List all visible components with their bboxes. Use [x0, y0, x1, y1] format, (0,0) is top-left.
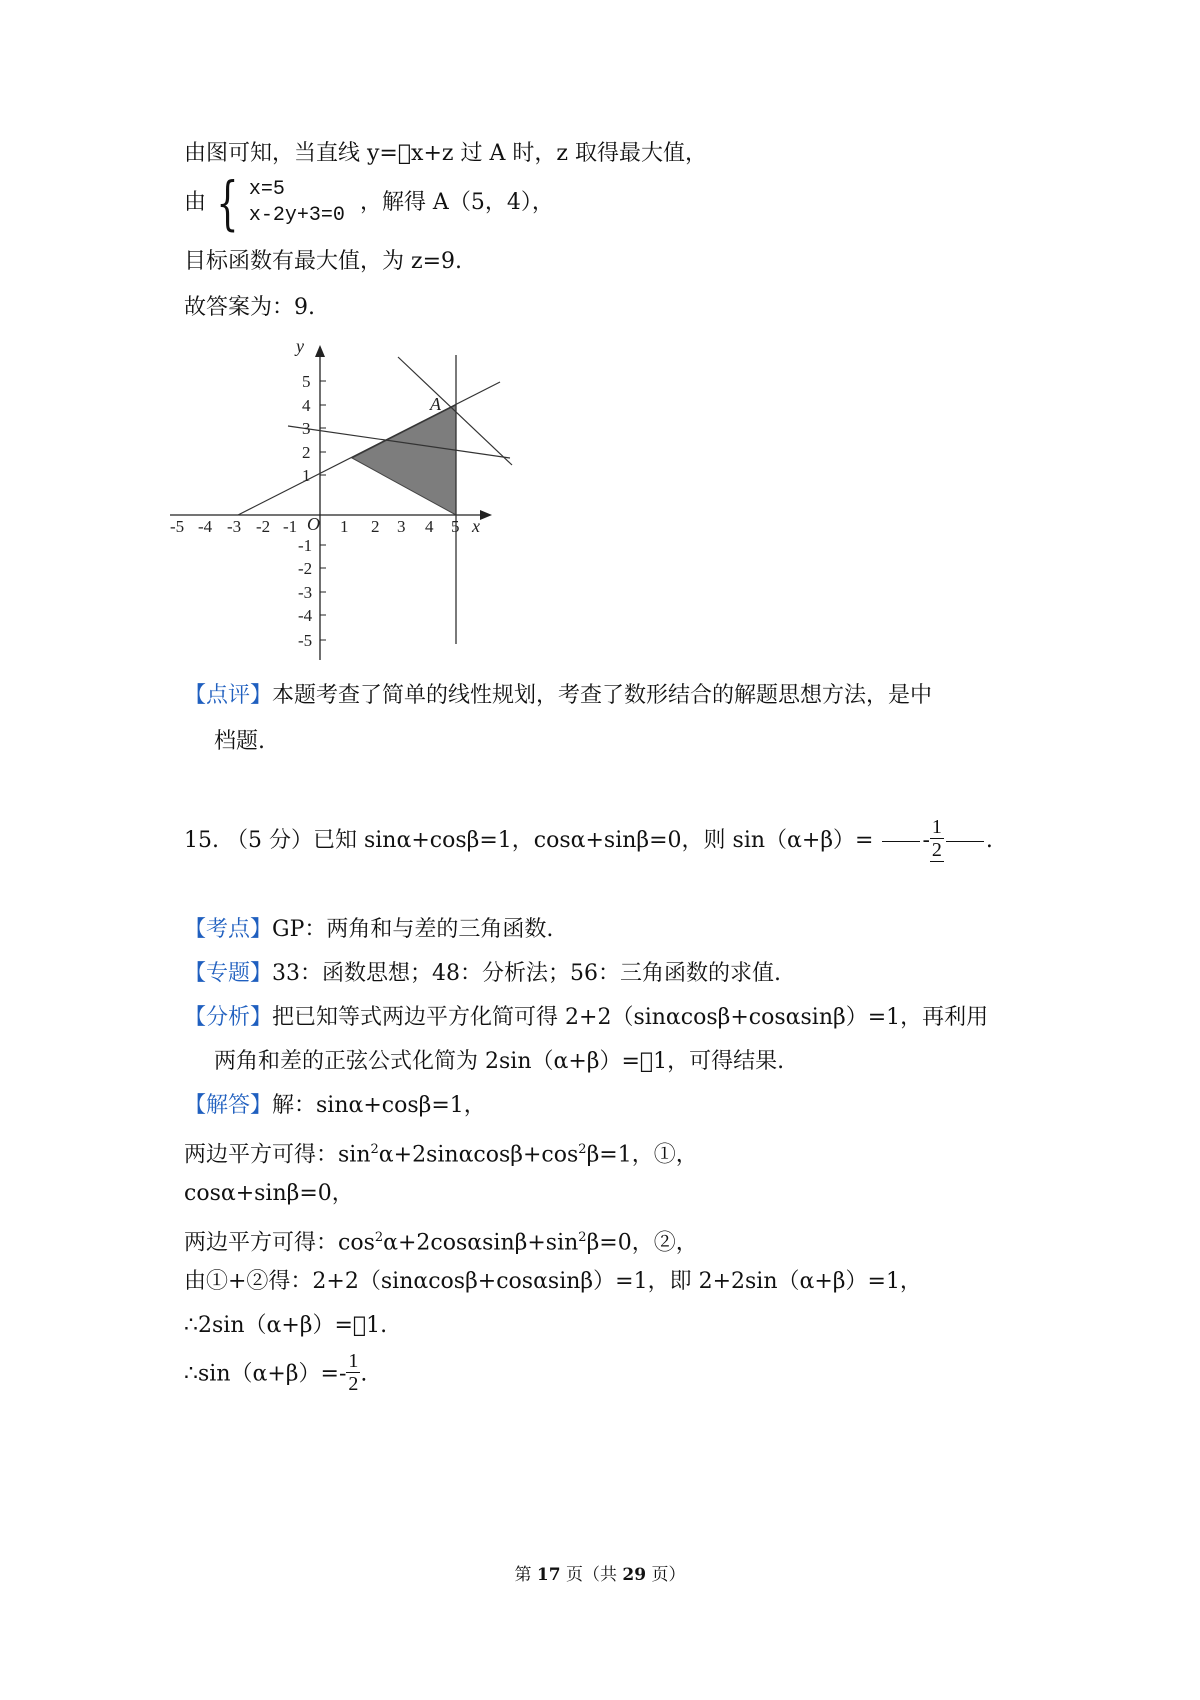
jieda-line-3: cosα+sinβ=0，: [184, 1181, 354, 1206]
answer-fraction: $\frac{1}{2}$: [931, 816, 942, 861]
review-line-2: 档题.: [214, 729, 265, 754]
y-tick-label: -3: [298, 583, 313, 602]
x-tick-label: -4: [198, 517, 213, 536]
x-tick-label: 2: [371, 517, 380, 536]
y-tick-label: 5: [302, 372, 311, 391]
fenxi-line-1: [184, 1002, 988, 1034]
jieda-line-1: [184, 1090, 486, 1122]
y-tick-label: -2: [298, 559, 313, 578]
equation-1: x=5: [248, 178, 285, 201]
fenxi-tag: 【分析】: [184, 1005, 273, 1030]
equation-2: x-2y+3=0: [248, 204, 345, 227]
jieda-line-6: ∴2sin（α+β）= 1.: [184, 1313, 388, 1338]
x-tick-label: -2: [256, 517, 271, 536]
jieda-line-5: 由①+②得：2+2（sinαcosβ+cosαsinβ）=1，即 2+2sin（α+β）=1，: [184, 1269, 922, 1294]
fenxi-line-2: 两角和差的正弦公式化简为 2sin（α+β）= 1，可得结果.: [214, 1049, 785, 1074]
kaodian-line: [184, 914, 553, 946]
x-tick-label: 1: [340, 517, 349, 536]
origin-label: O: [307, 514, 320, 534]
jieda-line-4: 两边平方可得：$\cos^2\alpha+2\cos\alpha\sin\beta+\sin^2\beta=0$，②，: [184, 1230, 698, 1256]
answer-blank-left: [882, 840, 920, 842]
x-axis-arrow: [480, 510, 492, 520]
y-tick-label: -5: [298, 631, 313, 650]
x-axis-label: x: [472, 516, 480, 536]
solution-line-4: 故答案为：9.: [184, 295, 315, 320]
line-x-2y-3: [238, 382, 500, 515]
page-number: 17: [536, 1565, 561, 1585]
jieda-text-1: 解：sinα+cosβ=1，: [272, 1093, 486, 1118]
y-tick-label: 4: [302, 396, 311, 415]
solution-line-3: 目标函数有最大值，为 z=9.: [184, 249, 463, 274]
review-line-1: [184, 680, 932, 712]
zhuanti-text: 33：函数思想；48：分析法；56：三角函数的求值.: [272, 961, 781, 986]
zhuanti-tag: 【专题】: [184, 961, 273, 986]
x-tick-label: -3: [227, 517, 242, 536]
final-fraction: $\frac{1}{2}$: [348, 1350, 359, 1395]
answer-blank-right: [946, 840, 984, 842]
review-tag: 【点评】: [184, 683, 273, 708]
brace-symbol: {: [216, 169, 239, 237]
question-15: 15. （5 分）已知 sinα+cosβ=1，cosα+sinβ=0，则 sin（α+β）= - $\frac{1}{2}$ .: [184, 816, 993, 861]
y-tick-label: -4: [298, 606, 313, 625]
zhuanti-line: [184, 958, 781, 990]
solution-line-2: [184, 169, 554, 238]
fenxi-text-1: 把已知等式两边平方化简可得 2+2（sinαcosβ+cosαsinβ）=1，再利用: [272, 1005, 989, 1030]
jieda-tag: 【解答】: [184, 1093, 273, 1118]
point-a-label: A: [430, 394, 441, 414]
y-axis-arrow: [315, 345, 325, 357]
kaodian-text: GP：两角和与差的三角函数.: [272, 917, 554, 942]
y-tick-label: 2: [302, 443, 311, 462]
x-tick-label: 4: [425, 517, 434, 536]
feasible-region: [352, 405, 456, 515]
x-tick-label: 5: [451, 517, 460, 536]
kaodian-tag: 【考点】: [184, 917, 273, 942]
equation-system: [249, 177, 345, 229]
x-tick-label: -5: [170, 517, 185, 536]
jieda-line-7: ∴sin（α+β）=- $\frac{1}{2}$ .: [184, 1350, 368, 1395]
you-prefix: 由: [184, 190, 207, 215]
x-tick-label: 3: [397, 517, 406, 536]
solution-line-1: 由图可知，当直线 y= x+z 过 A 时，z 取得最大值，: [184, 141, 707, 166]
page-total: 29: [622, 1565, 647, 1585]
review-text-1: 本题考查了简单的线性规划，考查了数形结合的解题思想方法，是中: [272, 683, 933, 708]
question-end: .: [985, 828, 993, 853]
solve-text: ，解得 A（5，4），: [359, 190, 554, 215]
x-tick-label: -1: [283, 517, 298, 536]
question-stem: 15. （5 分）已知 sinα+cosβ=1，cosα+sinβ=0，则 sin（α+β）=: [184, 828, 874, 853]
y-tick-label: 1: [302, 466, 311, 485]
page-footer: 第 17 页（共 29 页）: [514, 1565, 686, 1585]
feasible-region-graph: [170, 336, 560, 720]
jieda-line-2: 两边平方可得：$\sin^2\alpha+2\sin\alpha\cos\beta+\cos^2\beta=1$，①，: [184, 1142, 698, 1168]
y-tick-label: 3: [302, 419, 311, 438]
y-tick-label: -1: [298, 536, 313, 555]
y-axis-label: y: [296, 336, 304, 356]
